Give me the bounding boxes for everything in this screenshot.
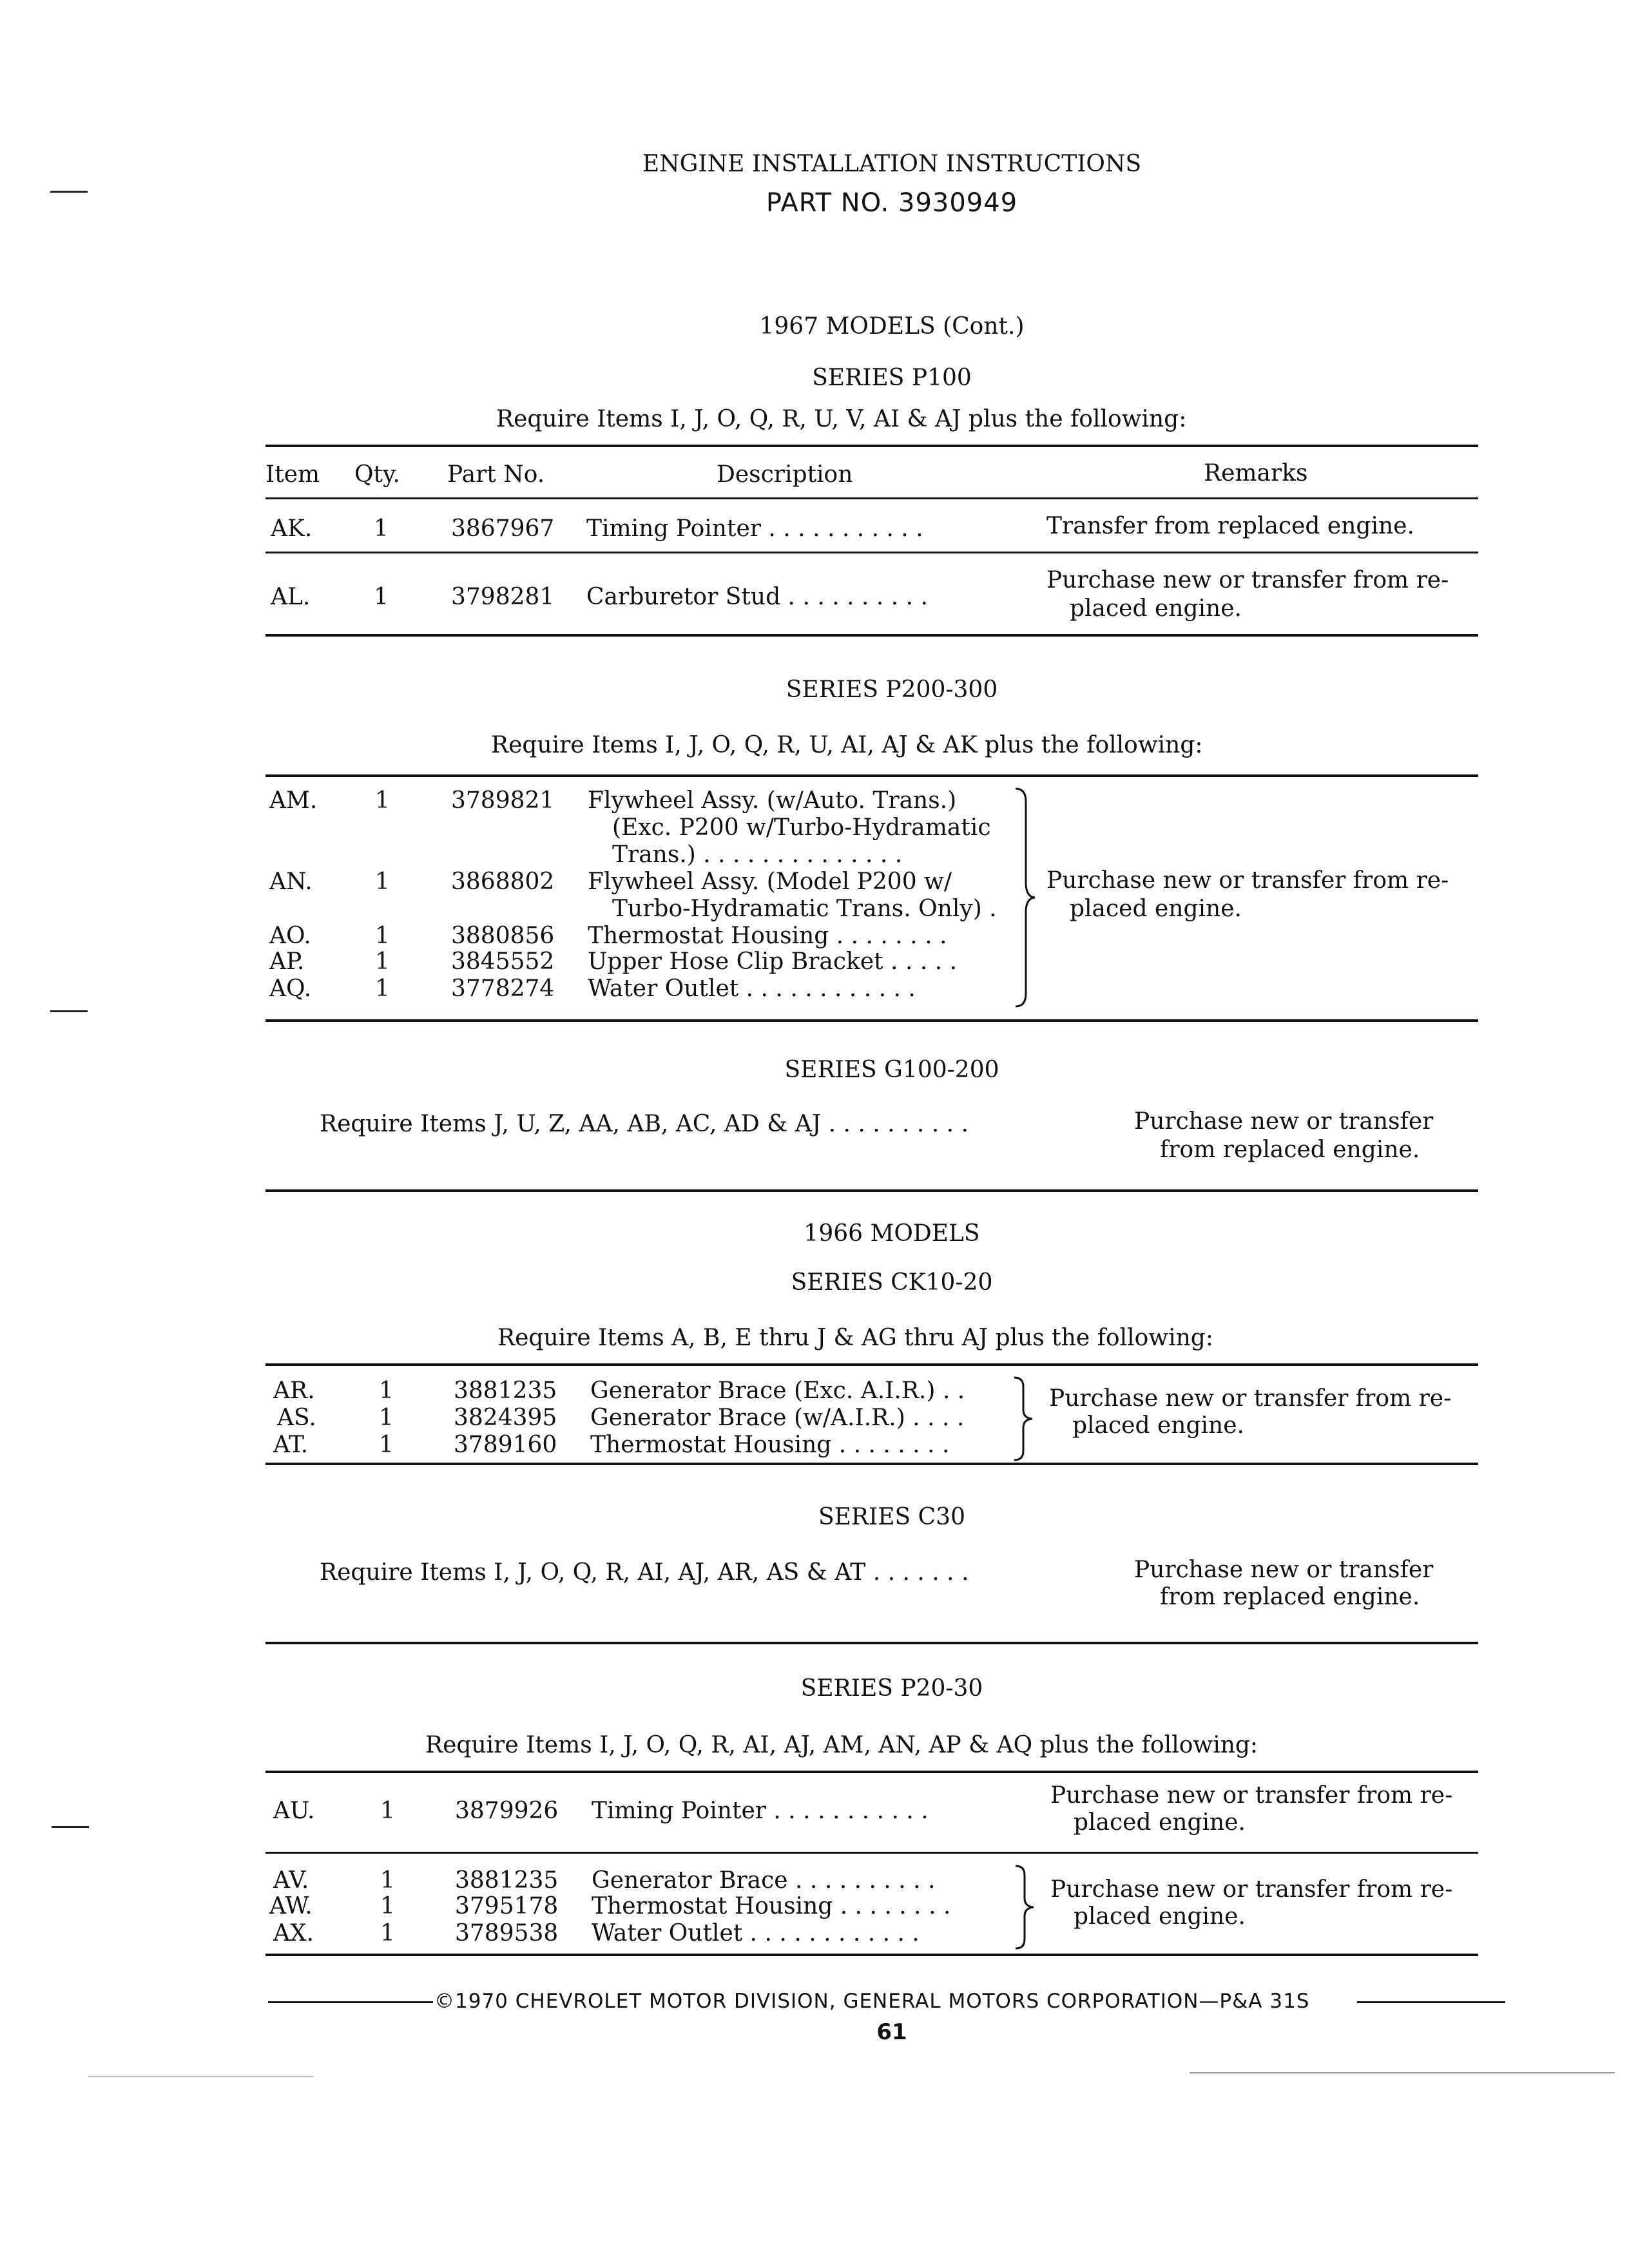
scan-edge-line (88, 2076, 313, 2077)
description: Timing Pointer . . . . . . . . . . . (592, 1798, 929, 1824)
description: Generator Brace (w/A.I.R.) . . . . (590, 1405, 965, 1431)
part-number-title: PART NO. 3930949 (766, 188, 1018, 218)
qty: 1 (375, 923, 390, 949)
part-number: 3867967 (451, 515, 555, 542)
qty: 1 (375, 948, 390, 975)
rule (265, 1852, 1478, 1854)
part-number: 3789160 (454, 1432, 557, 1458)
description: Flywheel Assy. (w/Auto. Trans.) (588, 787, 957, 814)
remarks: placed engine. (1070, 595, 1242, 622)
series-heading: SERIES P200-300 (786, 677, 998, 703)
col-header-item: Item (265, 461, 320, 488)
item-code: AQ. (269, 975, 312, 1002)
col-header-description: Description (717, 461, 853, 488)
require-line: Require Items I, J, O, Q, R, U, AI, AJ & AK plus the following: (491, 732, 1203, 758)
qty: 1 (379, 1432, 394, 1458)
rule (265, 1363, 1478, 1366)
section-heading: 1966 MODELS (804, 1220, 980, 1247)
remarks: Purchase new or transfer from re- (1050, 1876, 1453, 1903)
part-number: 3879926 (455, 1798, 559, 1824)
col-header-qty: Qty. (354, 461, 400, 488)
remarks: Purchase new or transfer from re- (1050, 1782, 1453, 1809)
rule (265, 552, 1478, 553)
description: Timing Pointer . . . . . . . . . . . (586, 515, 923, 542)
col-header-part: Part No. (447, 461, 545, 488)
description: Upper Hose Clip Bracket . . . . . (588, 948, 958, 975)
remarks: from replaced engine. (1160, 1137, 1420, 1163)
item-code: AU. (273, 1798, 315, 1824)
margin-mark (50, 1010, 88, 1012)
item-code: AX. (273, 1920, 314, 1946)
part-number: 3795178 (455, 1893, 559, 1919)
rule (265, 1954, 1478, 1956)
rule (265, 1463, 1478, 1465)
item-code: AL. (271, 584, 311, 610)
item-code: AK. (271, 515, 313, 542)
remarks: Purchase new or transfer (1134, 1557, 1434, 1583)
section-heading: 1967 MODELS (Cont.) (759, 313, 1025, 340)
part-number: 3881235 (454, 1378, 557, 1404)
remarks: Purchase new or transfer from re- (1049, 1385, 1452, 1412)
rule (265, 1642, 1478, 1644)
remarks: placed engine. (1074, 1903, 1246, 1930)
footer-rule-left (268, 2001, 433, 2003)
item-code: AR. (273, 1378, 315, 1404)
remarks: placed engine. (1072, 1412, 1244, 1439)
item-code: AT. (273, 1432, 309, 1458)
require-line: Require Items I, J, O, Q, R, AI, AJ, AM, AN, AP & AQ plus the following: (425, 1732, 1258, 1758)
series-heading: SERIES P20-30 (800, 1675, 983, 1702)
rule (265, 634, 1478, 637)
description: Water Outlet . . . . . . . . . . . . (588, 975, 916, 1002)
item-code: AP. (269, 948, 305, 975)
rule (265, 1771, 1478, 1773)
description: Thermostat Housing . . . . . . . . (588, 923, 947, 949)
qty: 1 (379, 1378, 394, 1404)
description: Generator Brace (Exc. A.I.R.) . . (590, 1378, 965, 1404)
right-brace (1013, 786, 1039, 1009)
rule (265, 445, 1478, 447)
part-number: 3789538 (455, 1920, 559, 1946)
item-code: AN. (269, 869, 313, 895)
remarks: from replaced engine. (1160, 1584, 1420, 1610)
item-code: AW. (269, 1893, 313, 1919)
series-heading: SERIES P100 (812, 365, 972, 391)
right-brace (1012, 1375, 1037, 1463)
part-number: 3798281 (451, 584, 555, 610)
series-heading: SERIES CK10-20 (791, 1269, 993, 1296)
qty: 1 (374, 515, 389, 542)
qty: 1 (379, 1405, 394, 1431)
footer-rule-right (1357, 2001, 1505, 2003)
rule (265, 774, 1478, 777)
margin-mark (52, 1826, 89, 1828)
series-heading: SERIES G100-200 (784, 1057, 999, 1083)
part-number: 3868802 (451, 869, 555, 895)
description: Flywheel Assy. (Model P200 w/ (588, 869, 952, 895)
scan-edge-line (1190, 2072, 1615, 2073)
qty: 1 (380, 1893, 395, 1919)
description: Carburetor Stud . . . . . . . . . . (586, 584, 928, 610)
description: Trans.) . . . . . . . . . . . . . . (612, 841, 903, 868)
description: Generator Brace . . . . . . . . . . (592, 1867, 936, 1894)
part-number: 3880856 (451, 923, 555, 949)
part-number: 3778274 (451, 975, 555, 1002)
document-title: ENGINE INSTALLATION INSTRUCTIONS (642, 151, 1142, 177)
right-brace (1013, 1863, 1039, 1951)
part-number: 3881235 (455, 1867, 559, 1894)
col-header-remarks: Remarks (1204, 460, 1308, 486)
item-code: AM. (269, 787, 318, 814)
remarks: Purchase new or transfer (1134, 1108, 1434, 1135)
require-line: Require Items J, U, Z, AA, AB, AC, AD & AJ . . . . . . . . . . (320, 1111, 969, 1137)
require-line: Require Items I, J, O, Q, R, AI, AJ, AR, AS & AT . . . . . . . (320, 1559, 969, 1586)
remarks: Purchase new or transfer from re- (1046, 867, 1449, 894)
item-code: AO. (269, 923, 311, 949)
page-number: 61 (876, 2019, 907, 2045)
require-line: Require Items I, J, O, Q, R, U, V, AI & AJ plus the following: (496, 406, 1187, 432)
remarks: placed engine. (1074, 1809, 1246, 1836)
description: Thermostat Housing . . . . . . . . (590, 1432, 950, 1458)
rule (265, 1189, 1478, 1192)
series-heading: SERIES C30 (818, 1504, 965, 1530)
qty: 1 (380, 1798, 395, 1824)
qty: 1 (380, 1920, 395, 1946)
require-line: Require Items A, B, E thru J & AG thru AJ plus the following: (497, 1325, 1213, 1351)
qty: 1 (375, 787, 390, 814)
item-code: AV. (273, 1867, 309, 1894)
remarks: placed engine. (1070, 896, 1242, 922)
part-number: 3824395 (454, 1405, 557, 1431)
part-number: 3789821 (451, 787, 555, 814)
remarks: Transfer from replaced engine. (1046, 513, 1414, 539)
qty: 1 (380, 1867, 395, 1894)
description: Turbo-Hydramatic Trans. Only) . (612, 896, 997, 922)
part-number: 3845552 (451, 948, 555, 975)
description: Thermostat Housing . . . . . . . . (592, 1893, 951, 1919)
qty: 1 (374, 584, 389, 610)
rule (265, 497, 1478, 499)
rule (265, 1019, 1478, 1022)
qty: 1 (375, 975, 390, 1002)
item-code: AS. (277, 1405, 316, 1431)
description: (Exc. P200 w/Turbo-Hydramatic (612, 814, 991, 841)
qty: 1 (375, 869, 390, 895)
copyright-line: ©1970 CHEVROLET MOTOR DIVISION, GENERAL MOTORS CORPORATION—P&A 31S (434, 1990, 1310, 2013)
remarks: Purchase new or transfer from re- (1046, 567, 1449, 593)
description: Water Outlet . . . . . . . . . . . . (592, 1920, 920, 1946)
